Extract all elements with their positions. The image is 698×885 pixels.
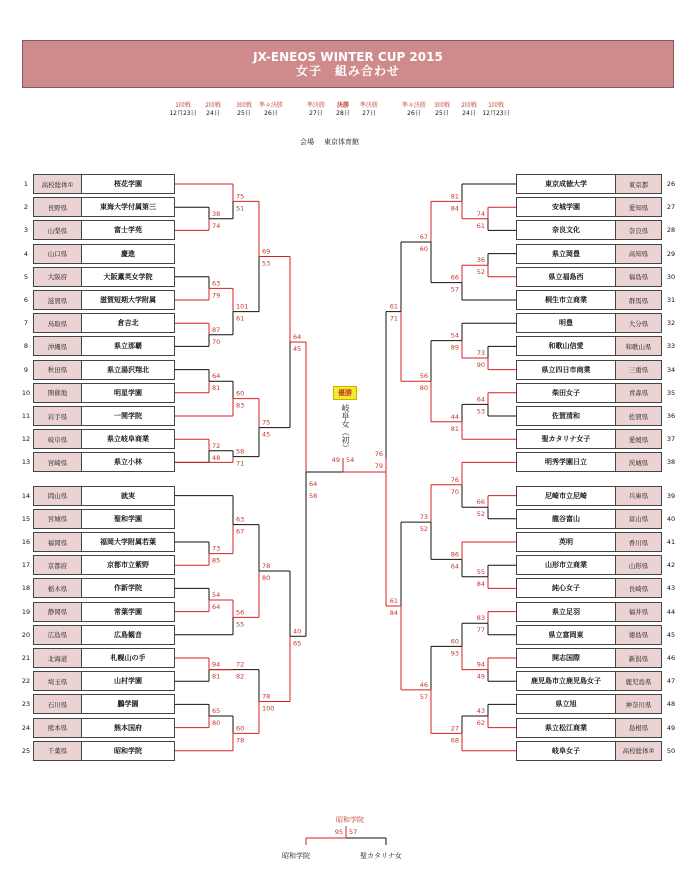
match-score: 60 bbox=[236, 389, 245, 398]
prefecture-cell: 大分県 bbox=[615, 314, 661, 332]
match-score: 83 bbox=[236, 401, 245, 410]
match-score: 66 bbox=[450, 273, 459, 282]
match-score: 36 bbox=[476, 256, 485, 265]
match-score: 58 bbox=[236, 447, 245, 456]
match-score: 71 bbox=[236, 459, 245, 468]
match-score: 70 bbox=[212, 337, 221, 346]
team-name: 県立足羽 bbox=[517, 603, 615, 621]
seed-number: 38 bbox=[666, 458, 676, 467]
seed-number: 40 bbox=[666, 514, 676, 523]
match-score: 44 bbox=[450, 412, 459, 421]
seed-number: 16 bbox=[21, 538, 31, 546]
seed-number: 42 bbox=[666, 561, 676, 570]
match-score: 48 bbox=[212, 453, 221, 462]
match-score: 65 bbox=[212, 707, 221, 715]
match-score: 55 bbox=[476, 567, 485, 576]
team-name: 熊本国府 bbox=[82, 719, 174, 737]
match-score: 57 bbox=[349, 828, 358, 836]
prefecture-cell: 香川県 bbox=[615, 533, 661, 551]
team-name: 明豊 bbox=[517, 314, 615, 332]
team-name: 県立那覇 bbox=[82, 337, 174, 355]
prefecture-cell: 福島県 bbox=[615, 268, 661, 286]
prefecture-cell: 和歌山県 bbox=[615, 337, 661, 355]
match-score: 64 bbox=[293, 333, 302, 342]
match-score: 49 bbox=[331, 456, 340, 464]
seed-number: 31 bbox=[666, 296, 676, 304]
seed-number: 12 bbox=[21, 435, 31, 444]
team-name: 京都市立紫野 bbox=[82, 556, 174, 574]
third-place-winner: 昭和学院 bbox=[336, 816, 364, 824]
team-name: 倉吉北 bbox=[82, 314, 174, 332]
seed-number: 36 bbox=[666, 412, 676, 420]
team-name: 札幌山の手 bbox=[82, 649, 174, 667]
prefecture-cell: 愛媛県 bbox=[615, 430, 661, 448]
title-line1: JX-ENEOS WINTER CUP 2015 bbox=[253, 50, 443, 64]
seed-number: 22 bbox=[21, 677, 31, 686]
match-score: 83 bbox=[476, 614, 485, 623]
team-name: 昭和学院 bbox=[82, 742, 174, 760]
team-name: 広島観音 bbox=[82, 626, 174, 644]
match-score: 69 bbox=[262, 247, 271, 256]
champion-tag: 優勝 bbox=[333, 386, 357, 400]
match-score: 84 bbox=[476, 579, 485, 588]
round-date: 24日 bbox=[206, 110, 220, 117]
match-score: 60 bbox=[450, 637, 459, 646]
team-name: 明星学園 bbox=[82, 384, 174, 402]
prefecture-cell: 栃木県 bbox=[34, 579, 82, 597]
match-score: 73 bbox=[419, 513, 428, 522]
prefecture-cell: 青森県 bbox=[615, 384, 661, 402]
team-name: 佐賀清和 bbox=[517, 407, 615, 425]
team-name: 県立松江商業 bbox=[517, 719, 615, 737]
team-name: 大阪薫英女学院 bbox=[82, 268, 174, 286]
match-score: 84 bbox=[389, 609, 398, 617]
match-score: 65 bbox=[293, 639, 302, 648]
team-name: 県立福島西 bbox=[517, 268, 615, 286]
prefecture-cell: 埼玉県 bbox=[34, 672, 82, 690]
round-name: 2回戦 bbox=[461, 102, 477, 109]
match-score: 64 bbox=[212, 603, 221, 611]
match-score: 53 bbox=[476, 407, 485, 416]
match-score: 52 bbox=[476, 268, 485, 277]
seed-number: 28 bbox=[666, 226, 676, 235]
match-score: 64 bbox=[212, 372, 221, 381]
team-name: 純心女子 bbox=[517, 579, 615, 597]
match-score: 89 bbox=[450, 343, 459, 352]
team-name: 福岡大学附属若葉 bbox=[82, 533, 174, 551]
prefecture-cell: 山口県 bbox=[34, 245, 82, 263]
seed-number: 5 bbox=[23, 272, 29, 281]
prefecture-cell: 高知県 bbox=[615, 245, 661, 263]
seed-number: 50 bbox=[666, 746, 676, 755]
prefecture-cell: 岩手県 bbox=[34, 407, 82, 425]
match-score: 61 bbox=[389, 597, 398, 605]
team-name: 山村学園 bbox=[82, 672, 174, 690]
seed-number: 39 bbox=[666, 491, 676, 500]
match-score: 93 bbox=[450, 649, 459, 658]
seed-number: 43 bbox=[666, 584, 676, 593]
seed-number: 45 bbox=[666, 630, 676, 639]
match-score: 81 bbox=[450, 192, 459, 201]
team-name: 県立岐阜商業 bbox=[82, 430, 174, 448]
match-score: 43 bbox=[476, 707, 485, 715]
round-name: 1回戦 bbox=[488, 102, 504, 109]
match-score: 62 bbox=[476, 719, 485, 727]
match-score: 80 bbox=[212, 719, 221, 727]
prefecture-cell: 京都府 bbox=[34, 556, 82, 574]
match-score: 71 bbox=[389, 314, 398, 323]
prefecture-cell: 熊本県 bbox=[34, 719, 82, 737]
seed-number: 23 bbox=[21, 700, 31, 709]
seed-number: 7 bbox=[23, 319, 29, 328]
prefecture-cell: 東京都 bbox=[615, 175, 661, 193]
match-score: 81 bbox=[212, 384, 221, 393]
match-score: 80 bbox=[262, 574, 271, 582]
seed-number: 48 bbox=[666, 700, 676, 709]
match-score: 94 bbox=[212, 660, 221, 669]
seed-number: 26 bbox=[666, 180, 676, 188]
match-score: 61 bbox=[236, 314, 245, 323]
match-score: 73 bbox=[476, 349, 485, 357]
seed-number: 30 bbox=[666, 272, 676, 281]
team-name: 桜花学園 bbox=[82, 175, 174, 193]
round-date: 26日 bbox=[407, 110, 421, 117]
match-score: 27 bbox=[450, 724, 459, 733]
team-name: 県立湯沢翔北 bbox=[82, 361, 174, 379]
match-score: 63 bbox=[212, 279, 221, 288]
prefecture-cell: 宮崎県 bbox=[34, 453, 82, 471]
match-score: 53 bbox=[262, 259, 271, 268]
prefecture-cell: 茨城県 bbox=[615, 453, 661, 471]
prefecture-cell: 岡山県 bbox=[34, 487, 82, 505]
match-score: 79 bbox=[374, 461, 383, 470]
team-name: 県立岡豊 bbox=[517, 245, 615, 263]
round-date: 12月23日 bbox=[482, 110, 510, 117]
seed-number: 27 bbox=[666, 203, 676, 212]
prefecture-cell: 秋田県 bbox=[34, 361, 82, 379]
round-date: 25日 bbox=[435, 110, 449, 117]
match-score: 87 bbox=[212, 325, 221, 334]
seed-number: 41 bbox=[666, 538, 676, 546]
match-score: 64 bbox=[476, 395, 485, 404]
round-date: 25日 bbox=[237, 110, 251, 117]
round-name: 準決勝 bbox=[306, 102, 325, 109]
seed-number: 35 bbox=[666, 388, 676, 397]
match-score: 78 bbox=[262, 692, 271, 701]
team-name: 滋賀短期大学附属 bbox=[82, 291, 174, 309]
match-score: 46 bbox=[419, 680, 428, 689]
seed-number: 14 bbox=[21, 491, 31, 500]
seed-number: 10 bbox=[21, 388, 31, 397]
prefecture-cell: 福井県 bbox=[615, 603, 661, 621]
team-name: 柴田女子 bbox=[517, 384, 615, 402]
round-name: 2回戦 bbox=[205, 102, 221, 109]
match-score: 75 bbox=[236, 192, 245, 201]
round-date: 12月23日 bbox=[169, 110, 197, 117]
match-score: 61 bbox=[476, 221, 485, 230]
match-score: 78 bbox=[236, 736, 245, 745]
match-score: 45 bbox=[293, 345, 302, 354]
prefecture-cell: 高校総体② bbox=[615, 742, 661, 760]
third-place-team-left: 昭和学院 bbox=[282, 852, 310, 860]
champion-name: 岐阜女（初） bbox=[341, 404, 350, 452]
match-score: 76 bbox=[450, 475, 459, 484]
seed-number: 29 bbox=[666, 249, 676, 258]
prefecture-cell: 宮城県 bbox=[34, 510, 82, 528]
match-score: 74 bbox=[212, 221, 221, 230]
match-score: 100 bbox=[262, 704, 275, 713]
match-score: 40 bbox=[293, 627, 302, 636]
venue-name: 東京体育館 bbox=[324, 138, 359, 146]
match-score: 95 bbox=[334, 828, 343, 836]
match-score: 55 bbox=[236, 620, 245, 629]
match-score: 67 bbox=[419, 233, 428, 241]
match-score: 101 bbox=[236, 302, 249, 311]
team-name: 慶進 bbox=[82, 245, 174, 263]
match-score: 90 bbox=[476, 361, 485, 369]
team-name: 英明 bbox=[517, 533, 615, 551]
team-name: 県立小林 bbox=[82, 453, 174, 471]
team-name: 山形市立商業 bbox=[517, 556, 615, 574]
match-score: 45 bbox=[262, 430, 271, 439]
match-score: 38 bbox=[212, 209, 221, 218]
prefecture-cell: 奈良県 bbox=[615, 221, 661, 239]
seed-number: 32 bbox=[666, 319, 676, 328]
seed-number: 3 bbox=[23, 226, 29, 235]
seed-number: 44 bbox=[666, 607, 676, 616]
round-date: 27日 bbox=[309, 110, 323, 117]
match-score: 81 bbox=[450, 424, 459, 433]
seed-number: 8 bbox=[23, 342, 29, 351]
prefecture-cell: 滋賀県 bbox=[34, 291, 82, 309]
team-name: 尼崎市立尼崎 bbox=[517, 487, 615, 505]
prefecture-cell: 石川県 bbox=[34, 695, 82, 713]
match-score: 85 bbox=[212, 556, 221, 565]
match-score: 80 bbox=[419, 384, 428, 393]
prefecture-cell: 群馬県 bbox=[615, 291, 661, 309]
team-name: 桐生市立商業 bbox=[517, 291, 615, 309]
match-score: 94 bbox=[476, 660, 485, 669]
prefecture-cell: 広島県 bbox=[34, 626, 82, 644]
team-name: 県立富岡東 bbox=[517, 626, 615, 644]
match-score: 76 bbox=[374, 449, 383, 458]
match-score: 78 bbox=[262, 562, 271, 570]
match-score: 66 bbox=[476, 498, 485, 507]
round-date: 27日 bbox=[362, 110, 376, 117]
prefecture-cell: 三重県 bbox=[615, 361, 661, 379]
seed-number: 11 bbox=[21, 412, 31, 420]
round-date: 28日 bbox=[336, 110, 350, 117]
match-score: 64 bbox=[309, 480, 318, 489]
team-name: 鹿児島市立鹿児島女子 bbox=[517, 672, 615, 690]
round-name: 準決勝 bbox=[359, 102, 378, 109]
seed-number: 9 bbox=[23, 365, 29, 374]
match-score: 64 bbox=[450, 562, 459, 571]
match-score: 82 bbox=[236, 672, 245, 681]
team-name: 一関学院 bbox=[82, 407, 174, 425]
match-score: 84 bbox=[450, 204, 459, 213]
seed-number: 25 bbox=[21, 746, 31, 755]
prefecture-cell: 富山県 bbox=[615, 510, 661, 528]
team-name: 安城学園 bbox=[517, 198, 615, 216]
seed-number: 13 bbox=[21, 458, 31, 467]
team-name: 奈良文化 bbox=[517, 221, 615, 239]
venue-label: 会場 bbox=[300, 138, 314, 146]
match-score: 73 bbox=[212, 544, 221, 553]
prefecture-cell: 徳島県 bbox=[615, 626, 661, 644]
match-score: 54 bbox=[212, 591, 221, 599]
team-name: 岐阜女子 bbox=[517, 742, 615, 760]
seed-number: 17 bbox=[21, 561, 31, 570]
team-name: 東京成徳大学 bbox=[517, 175, 615, 193]
seed-number: 1 bbox=[23, 180, 29, 188]
match-score: 54 bbox=[450, 331, 459, 340]
team-name: 常葉学園 bbox=[82, 603, 174, 621]
team-name: 県立旭 bbox=[517, 695, 615, 713]
team-name: 就実 bbox=[82, 487, 174, 505]
prefecture-cell: 岐阜県 bbox=[34, 430, 82, 448]
prefecture-cell: 佐賀県 bbox=[615, 407, 661, 425]
prefecture-cell: 兵庫県 bbox=[615, 487, 661, 505]
match-score: 77 bbox=[476, 626, 485, 635]
match-score: 68 bbox=[450, 736, 459, 745]
match-score: 58 bbox=[309, 492, 318, 501]
match-score: 86 bbox=[450, 550, 459, 559]
seed-number: 19 bbox=[21, 607, 31, 616]
prefecture-cell: 島根県 bbox=[615, 719, 661, 737]
prefecture-cell: 長野県 bbox=[34, 198, 82, 216]
team-name: 富士学苑 bbox=[82, 221, 174, 239]
prefecture-cell: 鳥取県 bbox=[34, 314, 82, 332]
match-score: 49 bbox=[476, 672, 485, 681]
team-name: 明秀学園日立 bbox=[517, 453, 615, 471]
team-name: 鵬学園 bbox=[82, 695, 174, 713]
team-name: 聖カタリナ女子 bbox=[517, 430, 615, 448]
match-score: 60 bbox=[419, 245, 428, 253]
prefecture-cell: 愛知県 bbox=[615, 198, 661, 216]
prefecture-cell: 福岡県 bbox=[34, 533, 82, 551]
team-name: 作新学院 bbox=[82, 579, 174, 597]
match-score: 52 bbox=[419, 525, 428, 534]
seed-number: 4 bbox=[23, 249, 29, 258]
match-score: 81 bbox=[212, 672, 221, 681]
prefecture-cell: 千葉県 bbox=[34, 742, 82, 760]
match-score: 72 bbox=[236, 660, 245, 669]
prefecture-cell: 新潟県 bbox=[615, 649, 661, 667]
prefecture-cell: 山梨県 bbox=[34, 221, 82, 239]
prefecture-cell: 北海道 bbox=[34, 649, 82, 667]
round-date: 24日 bbox=[462, 110, 476, 117]
team-name: 開志国際 bbox=[517, 649, 615, 667]
third-place-team-right: 聖カタリナ女 bbox=[360, 852, 402, 860]
seed-number: 49 bbox=[666, 723, 676, 732]
match-score: 57 bbox=[450, 285, 459, 294]
match-score: 72 bbox=[212, 441, 221, 450]
match-score: 63 bbox=[236, 515, 245, 524]
round-name: 1回戦 bbox=[175, 102, 191, 109]
prefecture-cell: 大阪府 bbox=[34, 268, 82, 286]
seed-number: 24 bbox=[21, 723, 31, 732]
match-score: 52 bbox=[476, 510, 485, 519]
seed-number: 18 bbox=[21, 584, 31, 593]
team-name: 県立四日市商業 bbox=[517, 361, 615, 379]
match-score: 57 bbox=[419, 692, 428, 701]
prefecture-cell: 山形県 bbox=[615, 556, 661, 574]
prefecture-cell: 長崎県 bbox=[615, 579, 661, 597]
prefecture-cell: 神奈川県 bbox=[615, 695, 661, 713]
prefecture-cell: 鹿児島県 bbox=[615, 672, 661, 690]
team-name: 龍谷富山 bbox=[517, 510, 615, 528]
seed-number: 47 bbox=[666, 677, 676, 686]
seed-number: 6 bbox=[23, 296, 29, 304]
match-score: 70 bbox=[450, 487, 459, 496]
team-name: 聖和学園 bbox=[82, 510, 174, 528]
match-score: 67 bbox=[236, 527, 245, 536]
round-date: 26日 bbox=[264, 110, 278, 117]
match-score: 51 bbox=[236, 204, 245, 213]
match-score: 56 bbox=[236, 608, 245, 617]
match-score: 54 bbox=[346, 456, 355, 464]
prefecture-cell: 高校総体① bbox=[34, 175, 82, 193]
round-name: 3回戦 bbox=[236, 102, 252, 109]
seed-number: 34 bbox=[666, 365, 676, 374]
team-name: 和歌山信愛 bbox=[517, 337, 615, 355]
prefecture-cell: 静岡県 bbox=[34, 603, 82, 621]
match-score: 79 bbox=[212, 291, 221, 300]
seed-number: 20 bbox=[21, 630, 31, 639]
team-name: 東海大学付属第三 bbox=[82, 198, 174, 216]
round-name: 3回戦 bbox=[434, 102, 450, 109]
seed-number: 21 bbox=[21, 654, 31, 662]
seed-number: 33 bbox=[666, 342, 676, 351]
seed-number: 37 bbox=[666, 435, 676, 444]
prefecture-cell: 沖縄県 bbox=[34, 337, 82, 355]
prefecture-cell: 開催地 bbox=[34, 384, 82, 402]
seed-number: 15 bbox=[21, 514, 31, 523]
match-score: 74 bbox=[476, 209, 485, 218]
match-score: 56 bbox=[419, 372, 428, 381]
match-score: 75 bbox=[262, 418, 271, 427]
seed-number: 46 bbox=[666, 654, 676, 662]
title-line2: 女子 組み合わせ bbox=[295, 64, 400, 78]
round-name: 準々決勝 bbox=[258, 102, 283, 109]
round-name: 準々決勝 bbox=[401, 102, 426, 109]
seed-number: 2 bbox=[23, 203, 29, 212]
round-name: 決勝 bbox=[336, 102, 349, 109]
match-score: 60 bbox=[236, 724, 245, 733]
match-score: 61 bbox=[389, 302, 398, 311]
